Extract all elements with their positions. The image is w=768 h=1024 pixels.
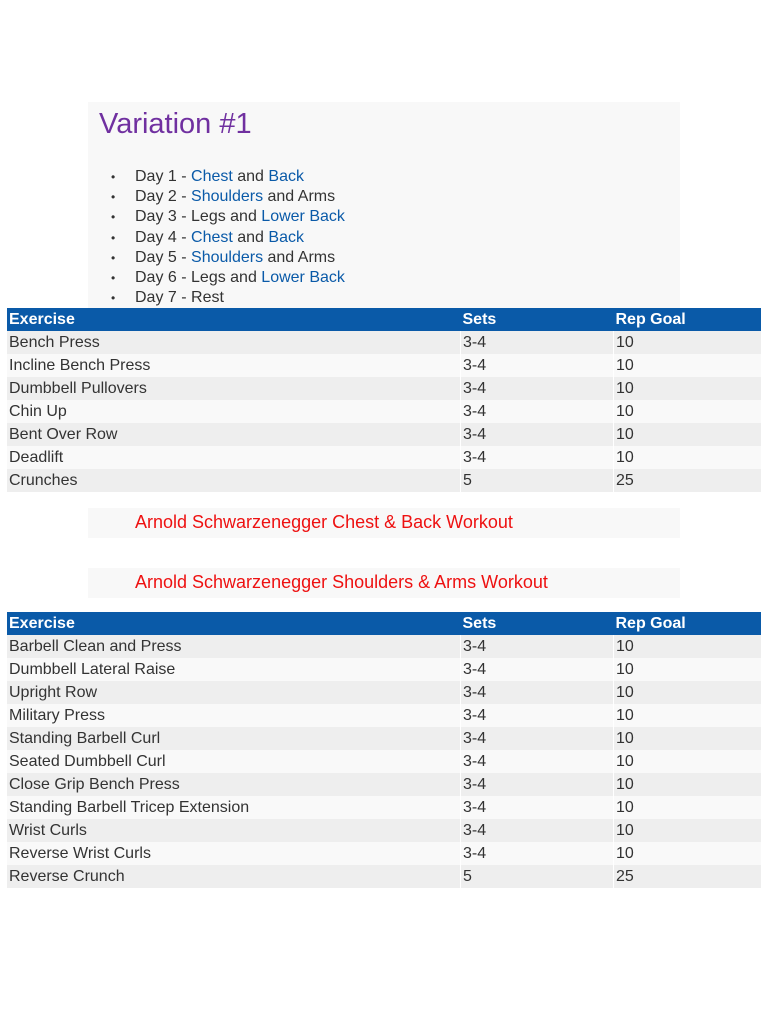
- rep-goal-value: 10: [614, 354, 762, 377]
- sets-value: 3-4: [461, 446, 614, 469]
- list-item: [135, 248, 345, 268]
- exercise-name-link[interactable]: Deadlift: [7, 446, 461, 469]
- day-mid: and Arms: [263, 188, 336, 206]
- day-prefix: Day 6 - Legs and: [135, 269, 262, 287]
- sets-value: 5: [461, 865, 614, 888]
- exercise-name-link[interactable]: Bent Over Row: [7, 423, 461, 446]
- shoulders-arms-workout-link[interactable]: Arnold Schwarzenegger Shoulders & Arms Workout: [135, 572, 548, 592]
- sets-value: 3-4: [461, 819, 614, 842]
- chest-link[interactable]: Chest: [191, 228, 233, 246]
- exercise-name-link[interactable]: Standing Barbell Tricep Extension: [7, 796, 461, 819]
- table-row: [7, 446, 761, 469]
- sets-value: 3-4: [461, 377, 614, 400]
- rep-goal-value: 10: [614, 423, 762, 446]
- sets-value: 3-4: [461, 400, 614, 423]
- rep-goal-value: 10: [614, 842, 762, 865]
- rep-goal-value: 10: [614, 773, 762, 796]
- table-row: [7, 819, 761, 842]
- day-mid: and Arms: [263, 248, 336, 266]
- exercise-name-link[interactable]: Reverse Wrist Curls: [7, 842, 461, 865]
- exercise-header: Exercise: [7, 308, 461, 331]
- rep-goal-value: 25: [614, 469, 762, 492]
- exercise-name-link[interactable]: Close Grip Bench Press: [7, 773, 461, 796]
- rep-goal-header: Rep Goal: [614, 308, 762, 331]
- rep-goal-value: 10: [614, 635, 762, 658]
- table-row: [7, 796, 761, 819]
- chest-back-workout-link[interactable]: Arnold Schwarzenegger Chest & Back Workout: [135, 512, 513, 532]
- day-prefix: Day 7 - Rest: [135, 289, 224, 307]
- lower-back-link[interactable]: Lower Back: [261, 208, 345, 226]
- table-header-row: [7, 612, 761, 635]
- table-row: [7, 750, 761, 773]
- exercise-name: Reverse Crunch: [7, 865, 461, 888]
- day-prefix: Day 3 - Legs and: [135, 208, 262, 226]
- table-row: [7, 331, 761, 354]
- exercise-name-link[interactable]: Seated Dumbbell Curl: [7, 750, 461, 773]
- exercise-name-link[interactable]: Wrist Curls: [7, 819, 461, 842]
- exercise-header: Exercise: [7, 612, 461, 635]
- table-row: [7, 400, 761, 423]
- list-item: [135, 167, 345, 187]
- chest-back-exercise-table: [7, 308, 761, 492]
- sets-value: 3-4: [461, 727, 614, 750]
- sets-value: 3-4: [461, 331, 614, 354]
- rep-goal-value: 10: [614, 377, 762, 400]
- rep-goal-value: 10: [614, 750, 762, 773]
- exercise-name-link[interactable]: Crunches: [7, 469, 461, 492]
- exercise-name-link[interactable]: Standing Barbell Curl: [7, 727, 461, 750]
- lower-back-link[interactable]: Lower Back: [261, 269, 345, 287]
- sets-value: 3-4: [461, 635, 614, 658]
- sets-value: 3-4: [461, 842, 614, 865]
- rep-goal-value: 10: [614, 331, 762, 354]
- exercise-name-link[interactable]: Incline Bench Press: [7, 354, 461, 377]
- sets-value: 3-4: [461, 796, 614, 819]
- rep-goal-value: 10: [614, 400, 762, 423]
- day-prefix: Day 1 -: [135, 168, 192, 185]
- table-row: [7, 704, 761, 727]
- rep-goal-value: 25: [614, 865, 762, 888]
- exercise-name-link[interactable]: Bench Press: [7, 331, 461, 354]
- sets-value: 3-4: [461, 750, 614, 773]
- shoulders-arms-exercise-table: [7, 612, 761, 888]
- rep-goal-value: 10: [614, 681, 762, 704]
- list-item: [135, 207, 345, 227]
- day-prefix: Day 4 -: [135, 228, 192, 246]
- rep-goal-value: 10: [614, 796, 762, 819]
- sets-value: 3-4: [461, 423, 614, 446]
- sets-value: 3-4: [461, 704, 614, 727]
- day-prefix: Day 2 -: [135, 188, 192, 206]
- day-prefix: Day 5 -: [135, 248, 192, 266]
- chest-link[interactable]: Chest: [191, 168, 233, 185]
- table-row: [7, 423, 761, 446]
- shoulders-link[interactable]: Shoulders: [191, 188, 264, 206]
- table-row: [7, 842, 761, 865]
- rep-goal-value: 10: [614, 446, 762, 469]
- table-row: [7, 635, 761, 658]
- exercise-name: Barbell Clean and Press: [7, 635, 461, 658]
- rep-goal-value: 10: [614, 819, 762, 842]
- sets-value: 5: [461, 469, 614, 492]
- exercise-name-link[interactable]: Chin Up: [7, 400, 461, 423]
- sets-value: 3-4: [461, 354, 614, 377]
- sets-header: Sets: [461, 612, 614, 635]
- list-item: [135, 268, 345, 288]
- table-row: [7, 681, 761, 704]
- table-row: [7, 469, 761, 492]
- rep-goal-header: Rep Goal: [614, 612, 762, 635]
- sets-header: Sets: [461, 308, 614, 331]
- day-schedule-list: [135, 167, 345, 308]
- sets-value: 3-4: [461, 773, 614, 796]
- day-mid: and: [232, 228, 269, 246]
- table-row: [7, 354, 761, 377]
- shoulders-link[interactable]: Shoulders: [191, 248, 264, 266]
- list-item: [135, 228, 345, 248]
- table-header-row: [7, 308, 761, 331]
- exercise-name-link[interactable]: Upright Row: [7, 681, 461, 704]
- rep-goal-value: 10: [614, 658, 762, 681]
- day-mid: and: [232, 168, 269, 185]
- rep-goal-value: 10: [614, 704, 762, 727]
- exercise-name-link[interactable]: Dumbbell Lateral Raise: [7, 658, 461, 681]
- sets-value: 3-4: [461, 681, 614, 704]
- table-row: [7, 773, 761, 796]
- exercise-name-link[interactable]: Military Press: [7, 704, 461, 727]
- table-row: [7, 865, 761, 888]
- table-row: [7, 658, 761, 681]
- rep-goal-value: 10: [614, 727, 762, 750]
- list-item: [135, 187, 345, 207]
- table-row: [7, 727, 761, 750]
- exercise-name-link[interactable]: Dumbbell Pullovers: [7, 377, 461, 400]
- back-link[interactable]: Back: [268, 228, 304, 246]
- sets-value: 3-4: [461, 658, 614, 681]
- back-link[interactable]: Back: [268, 168, 304, 185]
- table-row: [7, 377, 761, 400]
- list-item: [135, 288, 345, 308]
- page-title: Variation #1: [99, 108, 252, 140]
